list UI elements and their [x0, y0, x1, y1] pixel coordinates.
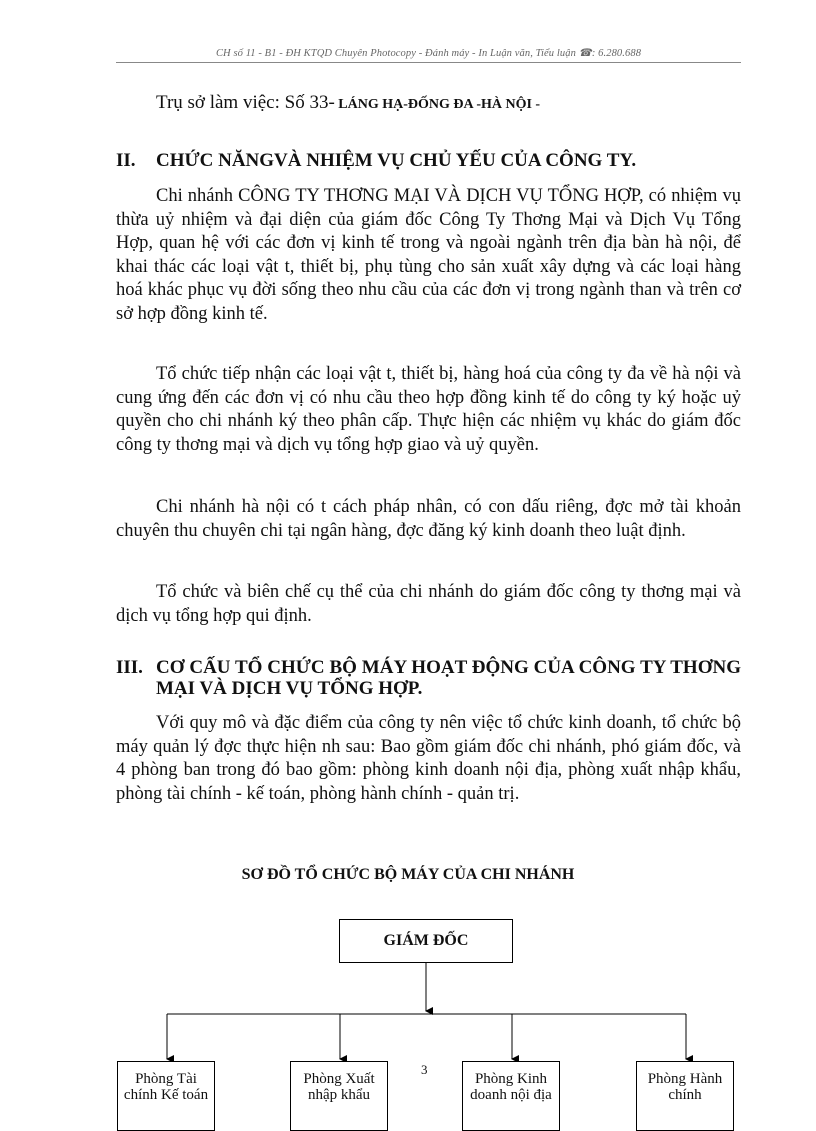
org-chart-title: SƠ ĐỒ TỔ CHỨC BỘ MÁY CỦA CHI NHÁNH	[241, 866, 575, 883]
paragraph-structure: Với quy mô và đặc điểm của công ty nên việc tổ chức kinh doanh, tổ chức bộ máy quản lý đợc thực hiện nh sau: Bao gồm giám đốc chi nhánh, phó giám đốc, và 4 phòng ban trong đó bao gồm: phòng kinh doanh nội địa, phòng xuất nhập khẩu, phòng tài chính - kế toán, phòng hành chính - quản trị.	[116, 713, 741, 804]
page-number: 3	[421, 1062, 428, 1077]
section-3-number: III.	[116, 657, 143, 678]
paragraph-staffing: Tổ chức và biên chế cụ thể của chi nhánh do giám đốc công ty thơng mại và dịch vụ tổng hợp qui định.	[116, 582, 741, 626]
paragraph-legal-status: Chi nhánh hà nội có t cách pháp nhân, có con dấu riêng, đợc mở tài khoản chuyên thu chuyên chi tại ngân hàng, đợc đăng ký kinh doanh theo luật định.	[116, 497, 741, 541]
dept-finance-box: Phòng Tài chính Kế toán	[117, 1061, 215, 1131]
section-3-title: CƠ CẤU TỔ CHỨC BỘ MÁY HOẠT ĐỘNG CỦA CÔNG TY THƠNG MẠI VÀ DỊCH VỤ TỔNG HỢP.	[156, 657, 741, 699]
paragraph-receiving: Tổ chức tiếp nhận các loại vật t, thiết bị, hàng hoá của công ty đa về hà nội và cung ứng đến các đơn vị có nhu cầu theo hợp đồng kinh tế do công ty ký hoặc uỷ quyền cho chi nhánh ký theo phân cấp. Thực hiện các nhiệm vụ khác do giám đốc công ty thơng mại và dịch vụ tổng hợp giao và uỷ quyền.	[116, 364, 741, 455]
page-header: CH số 11 - B1 - ĐH KTQD Chuyên Photocopy - Đánh máy - In Luận văn, Tiểu luận ☎: 6.280.688	[116, 47, 741, 63]
address-street: LÁNG HẠ-ĐỐNG ĐA -HÀ NỘI -	[334, 97, 541, 112]
director-box: GIÁM ĐỐC	[339, 919, 513, 963]
dept-domestic-business-box: Phòng Kinh doanh nội địa	[462, 1061, 560, 1131]
dept-import-export-box: Phòng Xuất nhập khẩu	[290, 1061, 388, 1131]
paragraph-functions: Chi nhánh CÔNG TY THƠNG MẠI VÀ DỊCH VỤ TỔNG HỢP, có nhiệm vụ thừa uỷ nhiệm và đại diện của giám đốc Công Ty Thơng Mại và Dịch Vụ Tổng Hợp, quan hệ với các đơn vị kinh tế trong và ngoài ngành trên địa bàn hà nội, để khai thác các loại vật t, thiết bị, phụ tùng cho sản xuất xây dựng và các loại hàng hoá khác phục vụ đời sống theo nhu cầu của các đơn vị trong ngành than và trên cơ sở hợp đồng kinh tế.	[116, 186, 741, 324]
section-2-title: CHỨC NĂNGVÀ NHIỆM VỤ CHỦ YẾU CỦA CÔNG TY.	[156, 150, 637, 171]
address-prefix: Trụ sở làm việc: Số 33-	[156, 92, 335, 113]
dept-administration-box: Phòng Hành chính	[636, 1061, 734, 1131]
section-2-number: II.	[116, 150, 136, 171]
